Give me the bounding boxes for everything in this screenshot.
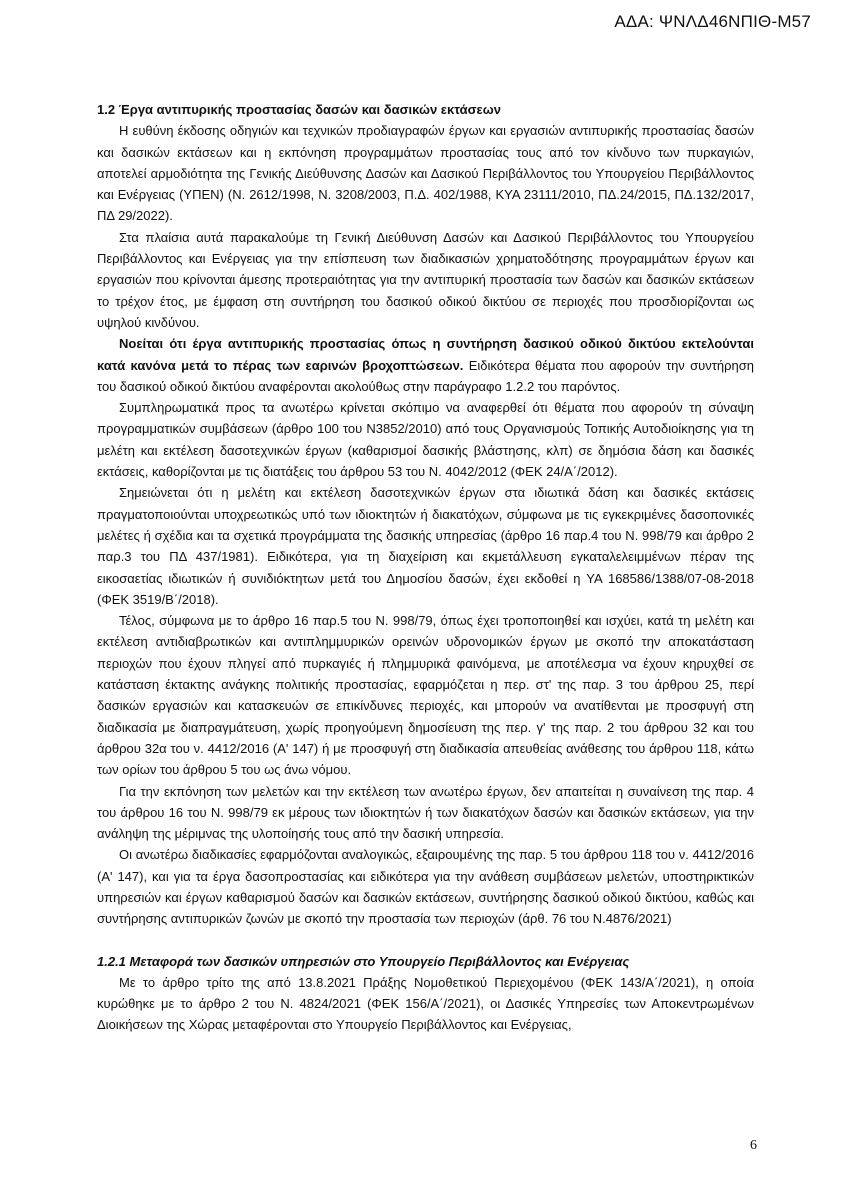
paragraph: Στα πλαίσια αυτά παρακαλούμε τη Γενική Διεύθυνση Δασών και Δασικού Περιβάλλοντος του Υπουργείου Περιβάλλοντος και Ενέργειας για την επίσπευση των διαδικασιών χρηματοδότησης προγραμμάτων έργων και εργασιών που κρίνονται άμεσης προτεραιότητας για την αντιπυρική προστασία των δασών και δασικών εκτάσεων το τρέχον έτος, με έμφαση στη συντήρηση του δασικού οδικού δικτύου σε περιοχές που προσδιορίζονται ως υψηλού κινδύνου. — [97, 229, 754, 330]
section-spacer — [97, 930, 754, 951]
paragraph: Για την εκπόνηση των μελετών και την εκτέλεση των ανωτέρω έργων, δεν απαιτείται η συναίνεση της παρ. 4 του άρθρου 16 του Ν. 998/79 εκ μέρους των ιδιοκτητών ή των διακατόχων δασών και δασικών εκτάσεων, για την ανάληψη της μέριμνας της υλοποίησής τους από την δασική υπηρεσία. — [97, 783, 754, 842]
paragraph: Η ευθύνη έκδοσης οδηγιών και τεχνικών προδιαγραφών έργων και εργασιών αντιπυρικής προστασίας δασών και δασικών εκτάσεων και η εκπόνηση προγραμμάτων προστασίας τους από τον κίνδυνο των πυρκαγιών, αποτελεί αρμοδιότητα της Γενικής Διεύθυνσης Δασών και Δασικού Περιβάλλοντος του Υπουργείου Περιβάλλοντος και Ενέργειας (ΥΠΕΝ) (Ν. 2612/1998, Ν. 3208/2003, Π.Δ. 402/1988, ΚΥΑ 23111/2010, ΠΔ.24/2015, ΠΔ.132/2017, ΠΔ 29/2022). — [97, 123, 754, 224]
page-number: 6 — [750, 1138, 757, 1153]
paragraph: Τέλος, σύμφωνα με το άρθρο 16 παρ.5 του Ν. 998/79, όπως έχει τροποποιηθεί και ισχύει, κατά τη μελέτη και εκτέλεση αντιδιαβρωτικών και αντιπλημμυρικών ορεινών υδρονομικών έργων με σκοπό την αποκατάσταση περιοχών που έχουν πληγεί από πυρκαγιές ή πλημμυρικά φαινόμενα, με αποτέλεσμα να έχουν κηρυχθεί σε κατάσταση έκτακτης ανάγκης πολιτικής προστασίας, εφαρμόζεται η περ. στ' της παρ. 3 του άρθρου 25, περί δασικών εργασιών και κατασκευών σε επικίνδυνες περιοχές, και μπορούν να ανατίθενται με προσφυγή στη διαδικασία με διαπραγμάτευση, χωρίς προηγούμενη δημοσίευση της περ. γ' της παρ. 2 του άρθρου 32 και του άρθρου 32α του ν. 4412/2016 (Α' 147) ή με προσφυγή στη διαδικασία απευθείας ανάθεσης του άρθρου 118, κάτω των ορίων του άρθρου 5 του ως άνω νόμου. — [97, 613, 754, 778]
section-heading-1-2-1: 1.2.1 Μεταφορά των δασικών υπηρεσιών στο Υπουργείο Περιβάλλοντος και Ενέργειας — [97, 953, 630, 969]
paragraph — [97, 333, 754, 397]
paragraph: Συμπληρωματικά προς τα ανωτέρω κρίνεται σκόπιμο να αναφερθεί ότι θέματα που αφορούν τη σύναψη προγραμματικών συμβάσεων (άρθρο 100 του Ν3852/2010) από τους Οργανισμούς Τοπικής Αυτοδιοίκησης για τη μελέτη και εκτέλεση δασοτεχνικών έργων (καθαρισμοί δασικής βλάστησης, κλπ) σε δημόσια δάση και δασικές εκτάσεις, καθορίζονται με τις διατάξεις του άρθρου 53 του Ν. 4042/2012 (ΦΕΚ 24/Α΄/2012). — [97, 400, 754, 480]
ada-code: ΑΔΑ: ΨΝΛΔ46ΝΠΙΘ-Μ57 — [614, 12, 811, 31]
paragraph: Οι ανωτέρω διαδικασίες εφαρμόζονται αναλογικώς, εξαιρουμένης της παρ. 5 του άρθρου 118 του ν. 4412/2016 (Α' 147), και για τα έργα δασοπροστασίας και ειδικότερα για την ανάθεση συμβάσεων μελετών, υποστηρικτικών υπηρεσιών και έργων καθαρισμού δασών και δασικών εκτάσεων, συντήρησης δασικού οδικού δικτύου, καθώς και συντήρησης αντιπυρικών ζωνών με σκοπό την προστασία των περιοχών (άρθ. 76 του Ν.4876/2021) — [97, 847, 754, 927]
bold-statement: Νοείται ότι έργα αντιπυρικής προστασίας όπως η συντήρηση δασικού οδικού δικτύου εκτελούνται κατά κανόνα μετά το πέρας των εαρινών βροχοπτώσεων. — [97, 336, 754, 373]
section-heading-1-2: 1.2 Έργα αντιπυρικής προστασίας δασών και δασικών εκτάσεων — [97, 102, 501, 117]
page-content — [97, 99, 754, 1036]
paragraph: Σημειώνεται ότι η μελέτη και εκτέλεση δασοτεχνικών έργων στα ιδιωτικά δάση και δασικές εκτάσεις πραγματοποιούνται υποχρεωτικώς υπό των ιδιοκτητών ή διακατόχων, σύμφωνα με τις εγκεκριμένες δασοπονικές μελέτες ή σχέδια και τα σχετικά προγράμματα της δασικής υπηρεσίας (άρθρο 16 παρ.4 του Ν. 998/79 και άρθρο 2 παρ.3 του ΠΔ 437/1981). Ειδικότερα, για τη διαχείριση και εκμετάλλευση εγκαταλελειμμένων πέραν της εικοσαετίας ιδιωτικών ή συνιδιόκτητων μετά του Δημοσίου δασών, έχει εκδοθεί η ΥΑ 168586/1388/07-08-2018 (ΦΕΚ 3519/Β΄/2018). — [97, 485, 754, 607]
paragraph-continuation: Ειδικότερα θέματα που αφορούν την συντήρηση του δασικού οδικού δικτύου αναφέρονται ακολούθως στην παράγραφο 1.2.2 του παρόντος. — [97, 357, 754, 394]
paragraph: Με το άρθρο τρίτο της από 13.8.2021 Πράξης Νομοθετικού Περιεχομένου (ΦΕΚ 143/Α΄/2021), η οποία κυρώθηκε με το άρθρο 2 του Ν. 4824/2021 (ΦΕΚ 156/Α΄/2021), οι Δασικές Υπηρεσίες των Αποκεντρωμένων Διοικήσεων της Χώρας μεταφέρονται στο Υπουργείο Περιβάλλοντος και Ενέργειας, — [97, 974, 754, 1033]
